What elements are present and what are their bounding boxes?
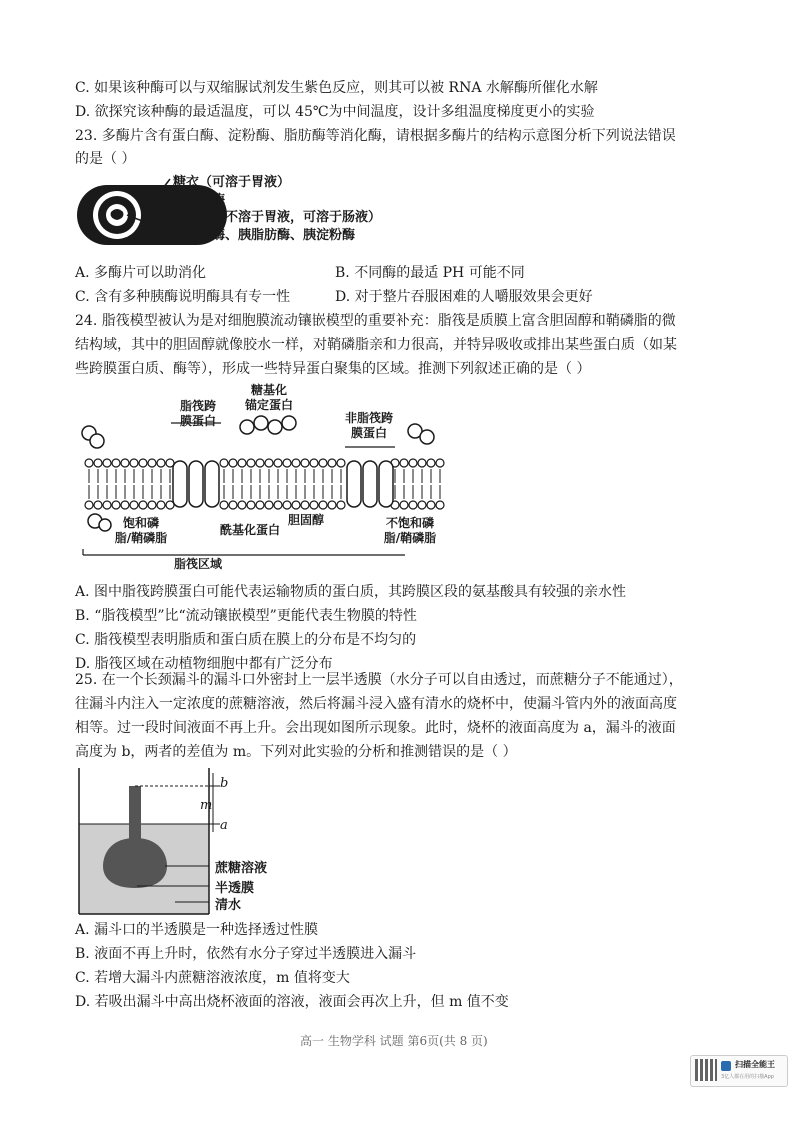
label-pancreatic-enzymes: 胰蛋白酶、胰脂肪酶、胰淀粉酶 <box>173 228 356 243</box>
phospholipid-head <box>436 501 444 509</box>
phospholipid-head <box>310 501 318 509</box>
question-25-line4: 高度为 b，两者的差值为 m。下列对此实验的分析和推测错误的是（ ） <box>75 744 517 760</box>
label-raft-transmembrane-protein: 脂筏跨 膜蛋白 <box>179 399 216 428</box>
lipid-raft-diagram <box>75 383 455 573</box>
question-23-line1: 23. 多酶片含有蛋白酶、淀粉酶、脂肪酶等消化酶，请根据多酶片的结构示意图分析下列说法错误 <box>75 128 676 144</box>
phospholipid-head <box>283 501 291 509</box>
q25-option-d: D. 若吸出漏斗中高出烧杯液面的溶液，液面会再次上升，但 m 值不变 <box>75 994 509 1010</box>
question-25-line3: 相等。过一段时间液面不再上升。会出现如图所示现象。此时，烧杯的液面高度为 a，漏斗的液面 <box>75 720 676 736</box>
q24-option-a: A. 图中脂筏跨膜蛋白可能代表运输物质的蛋白质，其跨膜区段的氨基酸具有较强的亲水性 <box>75 584 627 600</box>
q25-option-a: A. 漏斗口的半透膜是一种选择透过性膜 <box>75 922 319 938</box>
phospholipid-head <box>220 459 228 467</box>
phospholipid-head <box>112 459 120 467</box>
phospholipid-head <box>436 459 444 467</box>
label-pepsin: 胃蛋白酶 <box>173 193 226 208</box>
phospholipid-head <box>247 501 255 509</box>
phospholipid-head <box>283 459 291 467</box>
label-acylated-protein: 酰基化蛋白 <box>219 523 280 537</box>
label-a: a <box>220 818 228 833</box>
phospholipid-head <box>418 459 426 467</box>
phospholipid-head <box>427 501 435 509</box>
phospholipid-head <box>130 501 138 509</box>
phospholipid-head <box>418 501 426 509</box>
option-d-previous: D. 欲探究该种酶的最适温度，可以 45℃为中间温度，设计多组温度梯度更小的实验 <box>75 104 595 120</box>
q25-option-b: B. 液面不再上升时，依然有水分子穿过半透膜进入漏斗 <box>75 946 417 962</box>
phospholipid-head <box>319 459 327 467</box>
phospholipid-head <box>238 459 246 467</box>
phospholipid-head <box>103 459 111 467</box>
label-raft-region: 脂筏区域 <box>173 557 222 571</box>
q25-option-c: C. 若增大漏斗内蔗糖溶液浓度，m 值将变大 <box>75 970 350 986</box>
label-enteric-coat: 肠溶衣（不溶于胃液，可溶于肠液） <box>173 210 382 225</box>
option-c-previous: C. 如果该种酶可以与双缩脲试剂发生紫色反应，则其可以被 RNA 水解酶所催化水解 <box>75 80 598 96</box>
phospholipid-head <box>247 459 255 467</box>
phospholipid-head <box>256 459 264 467</box>
badge-subtitle: 3亿人都在用的扫描App <box>721 1074 774 1080</box>
label-unsaturated-phospholipid: 不饱和磷 脂/鞘磷脂 <box>383 516 437 545</box>
phospholipid-head <box>121 501 129 509</box>
phospholipid-head <box>310 459 318 467</box>
q24-option-c: C. 脂筏模型表明脂质和蛋白质在膜上的分布是不均匀的 <box>75 632 417 648</box>
question-24-line2: 结构域，其中的胆固醇就像胶水一样，对鞘磷脂亲和力很高，并特异吸收或排出某些蛋白质（如某 <box>75 337 677 353</box>
phospholipid-head <box>337 459 345 467</box>
phospholipid-head <box>292 501 300 509</box>
question-24-line1: 24. 脂筏模型被认为是对细胞膜流动镶嵌模型的重要补充：脂筏是质膜上富含胆固醇和鞘磷脂的微 <box>75 313 676 329</box>
phospholipid-head <box>139 501 147 509</box>
label-gpi-anchored-protein: 糖基化 锚定蛋白 <box>244 383 293 412</box>
phospholipid-head <box>121 459 129 467</box>
phospholipid-head <box>229 501 237 509</box>
phospholipid-head <box>337 501 345 509</box>
phospholipid-head <box>265 459 273 467</box>
phospholipid-head <box>94 501 102 509</box>
phospholipid-head <box>139 459 147 467</box>
phospholipid-head <box>256 501 264 509</box>
phospholipid-head <box>292 459 300 467</box>
phospholipid-head <box>274 459 282 467</box>
label-b: b <box>220 776 229 791</box>
phospholipid-head <box>220 501 228 509</box>
phospholipid-head <box>409 501 417 509</box>
phospholipid-head <box>148 459 156 467</box>
page-footer: 高一 生物学科 试题 第6页(共 8 页) <box>300 1034 488 1048</box>
q23-option-c: C. 含有多种胰酶说明酶具有专一性 <box>75 289 291 305</box>
phospholipid-head <box>400 459 408 467</box>
question-25-line2: 往漏斗内注入一定浓度的蔗糖溶液，然后将漏斗浸入盛有清水的烧杯中，使漏斗管内外的液面高度 <box>75 696 677 712</box>
label-water: 清水 <box>215 898 242 913</box>
phospholipid-head <box>274 501 282 509</box>
question-25-line1: 25. 在一个长颈漏斗的漏斗口外密封上一层半透膜（水分子可以自由透过，而蔗糖分子不能通过）， <box>75 672 683 688</box>
question-23-line2: 的是（ ） <box>75 151 136 167</box>
phospholipid-head <box>157 501 165 509</box>
q23-option-b: B. 不同酶的最适 PH 可能不同 <box>335 265 525 281</box>
q23-option-d: D. 对于整片吞服困难的人嚼服效果会更好 <box>335 289 593 305</box>
label-semipermeable-membrane: 半透膜 <box>215 881 255 896</box>
phospholipid-head <box>427 459 435 467</box>
phospholipid-head <box>265 501 273 509</box>
label-sucrose-solution: 蔗糖溶液 <box>215 861 268 876</box>
qr-code-icon <box>695 1059 717 1081</box>
phospholipid-head <box>130 459 138 467</box>
phospholipid-head <box>238 501 246 509</box>
phospholipid-head <box>301 459 309 467</box>
phospholipid-head <box>157 459 165 467</box>
badge-title: 扫描全能王 <box>735 1060 775 1069</box>
q24-option-b: B. “脂筏模型”比“流动镶嵌模型”更能代表生物膜的特性 <box>75 608 417 624</box>
label-non-raft-transmembrane-protein: 非脂筏跨 膜蛋白 <box>344 411 393 440</box>
phospholipid-head <box>103 501 111 509</box>
q23-option-a: A. 多酶片可以助消化 <box>75 265 207 281</box>
label-cholesterol: 胆固醇 <box>287 513 324 527</box>
funnel-osmosis-diagram <box>75 768 375 918</box>
phospholipid-head <box>328 501 336 509</box>
multienzyme-tablet-diagram <box>75 170 435 250</box>
phospholipid-head <box>112 501 120 509</box>
label-saturated-phospholipid: 饱和磷 脂/鞘磷脂 <box>114 516 168 545</box>
phospholipid-head <box>328 459 336 467</box>
phospholipid-head <box>85 459 93 467</box>
label-sugar-coat: 糖衣（可溶于胃液） <box>173 175 291 190</box>
phospholipid-head <box>400 501 408 509</box>
phospholipid-head <box>94 459 102 467</box>
phospholipid-head <box>229 459 237 467</box>
phospholipid-head <box>409 459 417 467</box>
phospholipid-head <box>148 501 156 509</box>
phospholipid-head <box>85 501 93 509</box>
camscanner-logo-icon <box>721 1061 731 1071</box>
phospholipid-head <box>301 501 309 509</box>
question-24-line3: 些跨膜蛋白质、酶等），形成一些特异蛋白聚集的区域。推测下列叙述正确的是（ ） <box>75 361 591 377</box>
q24-option-d: D. 脂筏区域在动植物细胞中都有广泛分布 <box>75 656 333 672</box>
phospholipid-head <box>319 501 327 509</box>
scanner-badge <box>690 1055 788 1087</box>
label-m: m <box>200 798 213 813</box>
